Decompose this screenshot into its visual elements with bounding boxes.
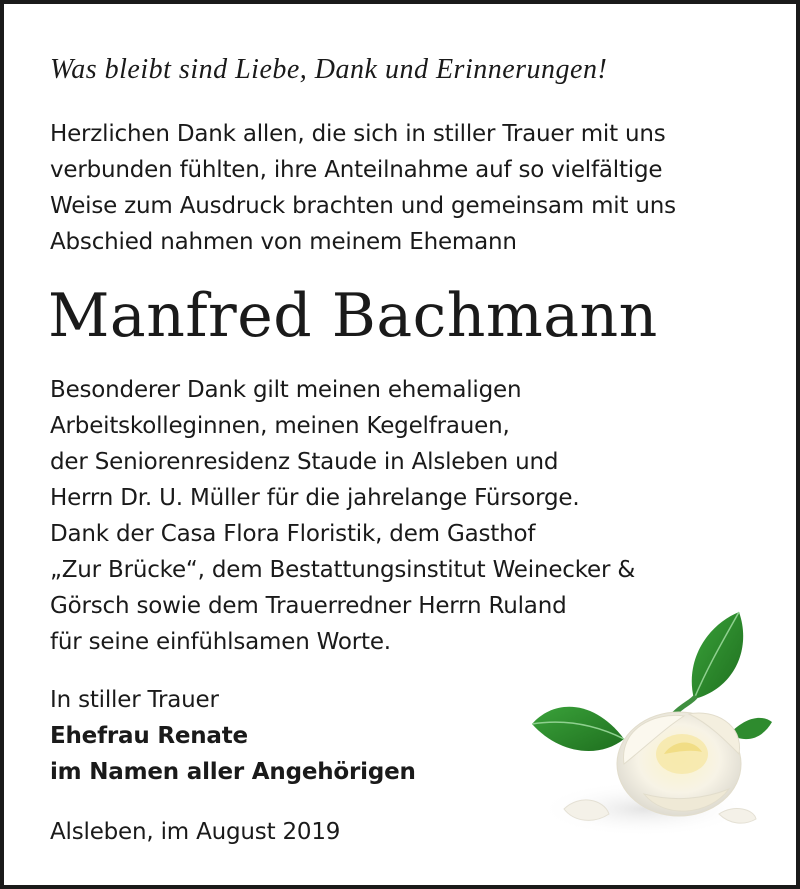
signer-name: Ehefrau Renate bbox=[50, 723, 248, 749]
relatives-line: im Namen aller Angehörigen bbox=[50, 759, 416, 785]
thanks-line: Dank der Casa Flora Floristik, dem Gasthof bbox=[50, 521, 536, 547]
intro-paragraph bbox=[50, 116, 676, 260]
thanks-line: „Zur Brücke“, dem Bestattungsinstitut Weinecker & bbox=[50, 557, 636, 583]
intro-line: Herzlichen Dank allen, die sich in stiller Trauer mit uns bbox=[50, 121, 666, 147]
rose-leaf-left bbox=[532, 707, 624, 751]
place-date: Alsleben, im August 2019 bbox=[50, 819, 341, 845]
signoff-line: In stiller Trauer bbox=[50, 687, 219, 713]
intro-line: Abschied nahmen von meinem Ehemann bbox=[50, 229, 517, 255]
white-rose-image bbox=[524, 604, 774, 844]
intro-line: Weise zum Ausdruck brachten und gemeinsam mit uns bbox=[50, 193, 676, 219]
thanks-line: der Seniorenresidenz Staude in Alsleben und bbox=[50, 449, 559, 475]
deceased-name: Manfred Bachmann bbox=[48, 281, 658, 351]
signoff-block bbox=[50, 682, 416, 790]
thanks-line: Herrn Dr. U. Müller für die jahrelange Fürsorge. bbox=[50, 485, 580, 511]
motto-heading: Was bleibt sind Liebe, Dank und Erinnerungen! bbox=[50, 54, 608, 85]
thanks-line: Görsch sowie dem Trauerredner Herrn Ruland bbox=[50, 593, 567, 619]
thanks-line: für seine einfühlsamen Worte. bbox=[50, 629, 391, 655]
thanks-line: Arbeitskolleginnen, meinen Kegelfrauen, bbox=[50, 413, 510, 439]
intro-line: verbunden fühlten, ihre Anteilnahme auf so vielfältige bbox=[50, 157, 663, 183]
thanks-line: Besonderer Dank gilt meinen ehemaligen bbox=[50, 377, 522, 403]
rose-stem bbox=[674, 696, 696, 714]
